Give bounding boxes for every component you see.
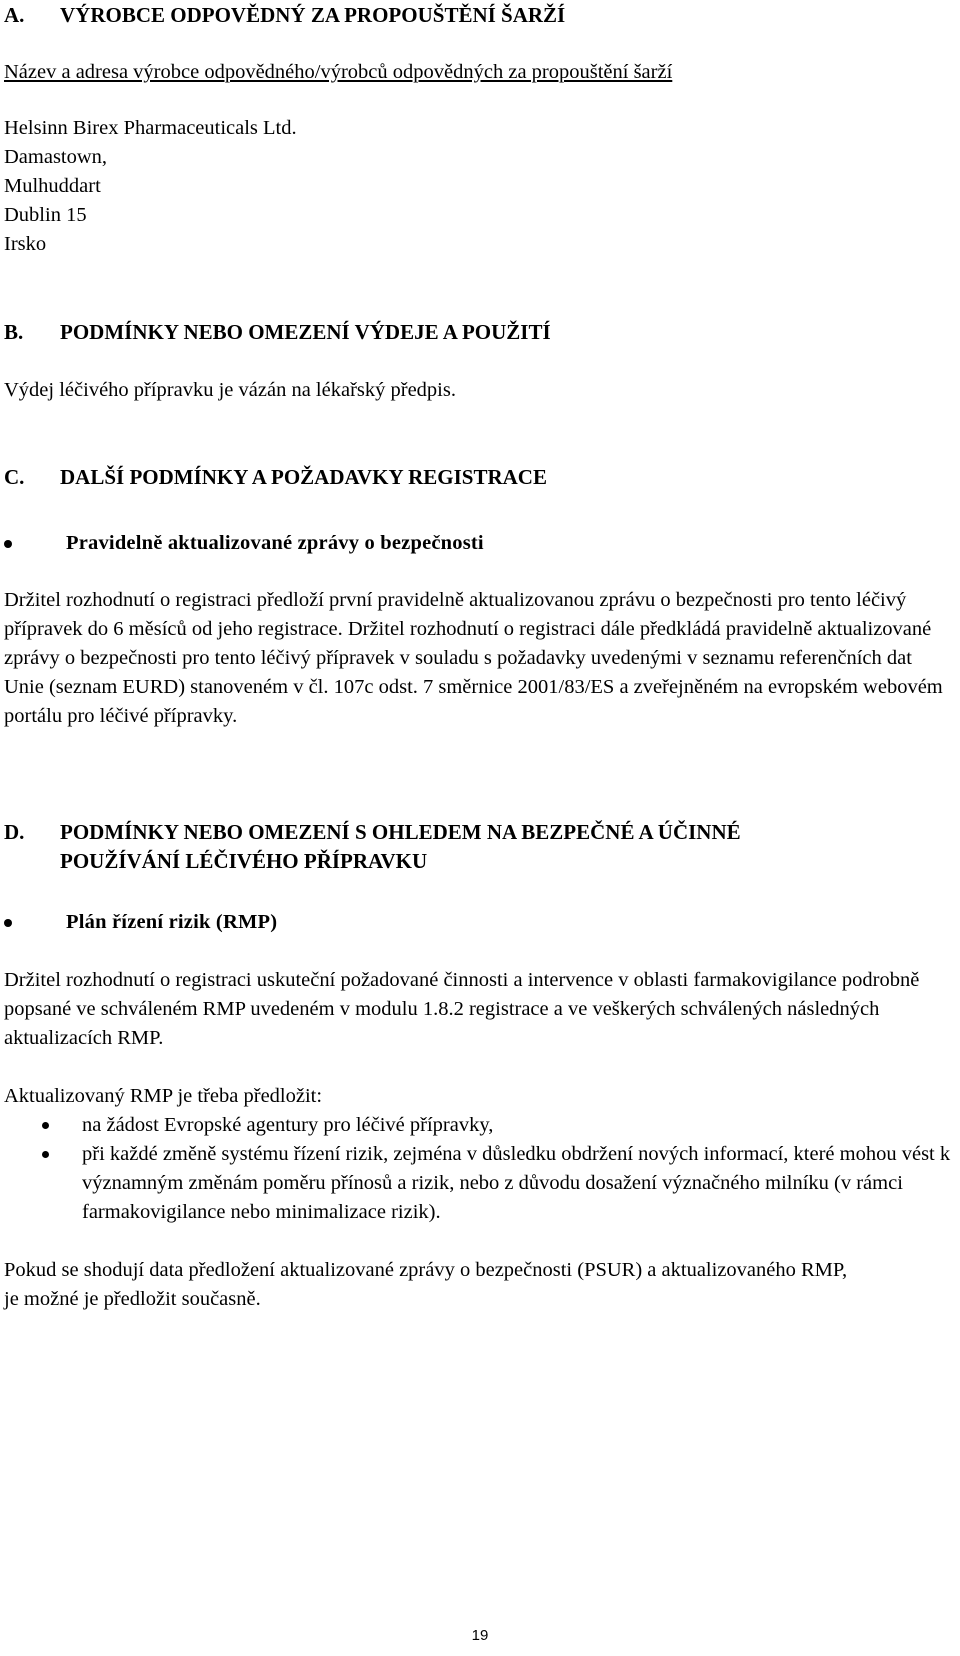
rmp-submission-list <box>4 1111 954 1227</box>
page-number: 19 <box>471 1627 489 1644</box>
psur-paragraph: Držitel rozhodnutí o registraci předloží první pravidelně aktualizovanou zprávu o bezpečnosti pro tento léčivý přípravek do 6 měsíců od jeho registrace. Držitel rozhodnutí o registraci dále předkládá pravidelně aktualizované zprávy o bezpečnosti pro tento léčivý přípravek v souladu s požadavky uvedenými v seznamu referenčních dat Unie (seznam EURD) stanoveném v čl. 107c odst. 7 směrnice 2001/83/ES a zveřejněném na evropském webovém portálu pro léčivé přípravky. <box>4 589 943 727</box>
bullet-icon <box>4 540 12 548</box>
section-c-heading <box>4 463 547 492</box>
rmp-paragraph: Držitel rozhodnutí o registraci uskuteční požadované činnosti a intervence v oblasti farmakovigilance podrobně popsané ve schváleném RMP uvedeném v modulu 1.8.2 registrace a ve veškerých schválených následných aktualizacích RMP. <box>4 969 920 1049</box>
address-line: Irsko <box>4 233 47 255</box>
section-a-title: VÝROBCE ODPOVĚDNÝ ZA PROPOUŠTĚNÍ ŠARŽÍ <box>60 3 566 27</box>
section-d-title-line2: POUŽÍVÁNÍ LÉČIVÉHO PŘÍPRAVKU <box>60 849 428 873</box>
rmp-submission-intro: Aktualizovaný RMP je třeba předložit: <box>4 1085 323 1107</box>
section-c-title: DALŠÍ PODMÍNKY A POŽADAVKY REGISTRACE <box>60 465 547 489</box>
section-a-letter: A. <box>4 3 25 27</box>
psur-bullet <box>4 529 484 558</box>
psur-rmp-paragraph: Pokud se shodují data předložení aktualizované zprávy o bezpečnosti (PSUR) a aktualizovaného RMP, je možné je předložit současně. <box>4 1259 848 1310</box>
manufacturer-address <box>4 114 297 259</box>
rmp-bullet <box>4 908 277 937</box>
prescription-text: Výdej léčivého přípravku je vázán na lékařský předpis. <box>4 379 456 401</box>
rmp-heading: Plán řízení rizik (RMP) <box>66 911 278 933</box>
section-b-heading <box>4 318 551 347</box>
bullet-icon <box>4 919 12 927</box>
list-item-text: na žádost Evropské agentury pro léčivé přípravky, <box>82 1114 494 1136</box>
address-line: Mulhuddart <box>4 175 101 197</box>
section-b-title: PODMÍNKY NEBO OMEZENÍ VÝDEJE A POUŽITÍ <box>60 320 551 344</box>
address-line: Dublin 15 <box>4 204 87 226</box>
section-a-heading <box>4 1 565 30</box>
address-line: Helsinn Birex Pharmaceuticals Ltd. <box>4 117 297 139</box>
list-item-text: při každé změně systému řízení rizik, zejména v důsledku obdržení nových informací, které mohou vést k významným změnám poměru přínosů a rizik, nebo z důvodu dosažení význačného milníku (v rámci farmakovigilance nebo minimalizace rizik). <box>82 1143 951 1223</box>
section-c-letter: C. <box>4 465 25 489</box>
section-d-letter: D. <box>4 820 25 844</box>
psur-heading: Pravidelně aktualizované zprávy o bezpečnosti <box>66 532 484 554</box>
section-b-letter: B. <box>4 320 24 344</box>
section-d-title-line1: PODMÍNKY NEBO OMEZENÍ S OHLEDEM NA BEZPEČNÉ A ÚČINNÉ <box>60 820 741 844</box>
list-item <box>4 1111 954 1140</box>
bullet-icon <box>42 1151 49 1158</box>
section-d-heading <box>4 818 741 876</box>
bullet-icon <box>42 1122 49 1129</box>
list-item <box>4 1140 954 1227</box>
address-line: Damastown, <box>4 146 108 168</box>
manufacturer-subheading: Název a adresa výrobce odpovědného/výrobců odpovědných za propouštění šarží <box>4 61 673 83</box>
